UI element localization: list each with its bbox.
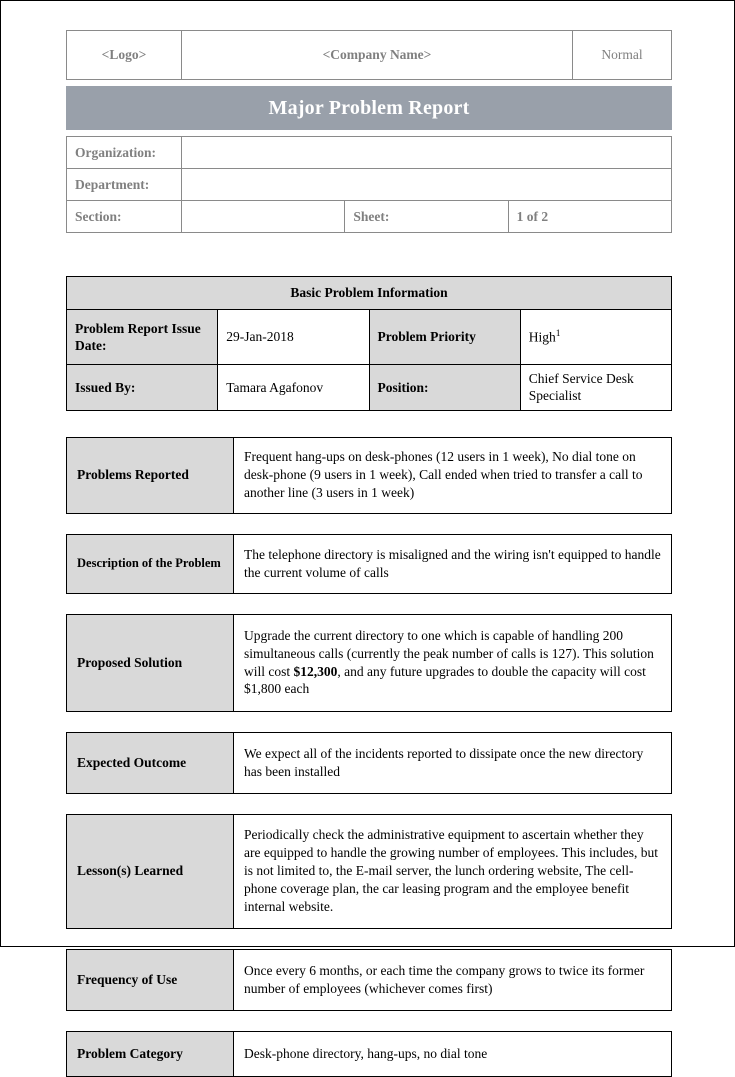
- proposed-solution-label: Proposed Solution: [67, 614, 234, 711]
- issue-date-value[interactable]: 29-Jan-2018: [218, 310, 369, 365]
- table-row: [67, 534, 672, 593]
- block-problem-category: [66, 1031, 672, 1077]
- classification-cell[interactable]: Normal: [573, 31, 672, 80]
- table-row: [67, 365, 672, 411]
- section-label: Section:: [67, 201, 182, 233]
- frequency-of-use-value[interactable]: Once every 6 months, or each time the company grows to twice its former number of employees (whichever comes first): [234, 949, 672, 1010]
- document-sheet: [66, 30, 672, 1077]
- table-row: [67, 169, 672, 201]
- priority-text: High: [528, 329, 556, 345]
- issue-date-label: Problem Report Issue Date:: [67, 310, 218, 365]
- position-value[interactable]: Chief Service Desk Specialist: [520, 365, 671, 411]
- expected-outcome-label: Expected Outcome: [67, 732, 234, 793]
- sheet-label: Sheet:: [345, 201, 508, 233]
- basic-info-heading: Basic Problem Information: [67, 277, 672, 310]
- position-label: Position:: [369, 365, 520, 411]
- logo-placeholder-cell[interactable]: <Logo>: [67, 31, 182, 80]
- sheet-value[interactable]: 1 of 2: [508, 201, 671, 233]
- issued-by-value[interactable]: Tamara Agafonov: [218, 365, 369, 411]
- table-row: [67, 732, 672, 793]
- block-proposed-solution: [66, 614, 672, 712]
- problems-reported-label: Problems Reported: [67, 437, 234, 513]
- footnote-marker: 1: [555, 329, 561, 340]
- lessons-learned-label: Lesson(s) Learned: [67, 814, 234, 928]
- department-label: Department:: [67, 169, 182, 201]
- section-value[interactable]: [182, 201, 345, 233]
- lessons-learned-value[interactable]: Periodically check the administrative equipment to ascertain whether they are equipped to handle the growing number of employees. This includes, but is not limited to, the E-mail server, the lunch ordering website, The cell-phone coverage plan, the car leasing program and the employee benefit internal website.: [234, 814, 672, 928]
- priority-value[interactable]: [520, 310, 671, 365]
- table-row: [67, 437, 672, 513]
- block-frequency-of-use: [66, 949, 672, 1011]
- table-row: [67, 277, 672, 310]
- table-row: [67, 614, 672, 711]
- frequency-of-use-label: Frequency of Use: [67, 949, 234, 1010]
- organization-table: [66, 136, 672, 233]
- block-lessons-learned: [66, 814, 672, 929]
- expected-outcome-value[interactable]: We expect all of the incidents reported to dissipate once the new directory has been installed: [234, 732, 672, 793]
- description-value[interactable]: The telephone directory is misaligned and the wiring isn't equipped to handle the current volume of calls: [234, 534, 672, 593]
- table-row: [67, 137, 672, 169]
- solution-cost-highlight: $12,300: [293, 663, 338, 679]
- priority-label: Problem Priority: [369, 310, 520, 365]
- basic-problem-information-table: [66, 276, 672, 411]
- solution-text-part1: Upgrade the current directory to one which is capable of handling 200 simultaneous calls (currently the peak number of calls is 127). This solution will cost: [244, 627, 654, 679]
- solution-text-part2: , and any future upgrades to double the capacity will cost $1,800 each: [244, 663, 646, 697]
- block-expected-outcome: [66, 732, 672, 794]
- company-name-cell[interactable]: <Company Name>: [182, 31, 573, 80]
- table-row: [67, 201, 672, 233]
- department-value[interactable]: [182, 169, 672, 201]
- identity-header-table: [66, 30, 672, 80]
- table-row: [67, 31, 672, 80]
- organization-label: Organization:: [67, 137, 182, 169]
- page-title: Major Problem Report: [66, 86, 672, 130]
- description-label: Description of the Problem: [67, 534, 234, 593]
- table-row: [67, 1031, 672, 1076]
- block-problems-reported: [66, 437, 672, 514]
- block-description-of-problem: [66, 534, 672, 594]
- table-row: [67, 949, 672, 1010]
- organization-value[interactable]: [182, 137, 672, 169]
- proposed-solution-value[interactable]: [234, 614, 672, 711]
- problem-category-value[interactable]: Desk-phone directory, hang-ups, no dial tone: [234, 1031, 672, 1076]
- problem-category-label: Problem Category: [67, 1031, 234, 1076]
- table-row: [67, 814, 672, 928]
- problems-reported-value[interactable]: Frequent hang-ups on desk-phones (12 users in 1 week), No dial tone on desk-phone (9 users in 1 week), Call ended when tried to transfer a call to another line (3 users in 1 week): [234, 437, 672, 513]
- issued-by-label: Issued By:: [67, 365, 218, 411]
- table-row: [67, 310, 672, 365]
